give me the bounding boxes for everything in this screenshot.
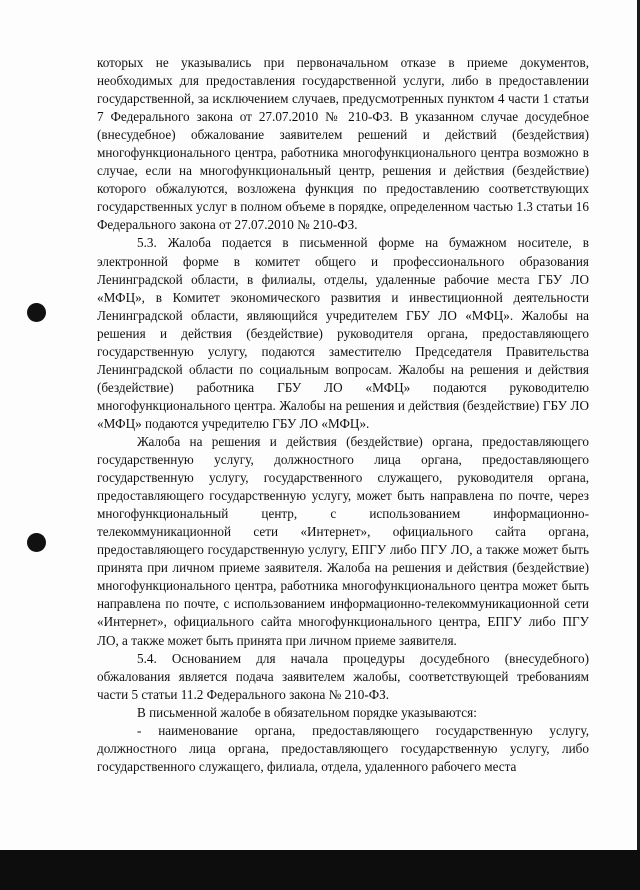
paragraph-written-complaint-intro: В письменной жалобе в обязательном порядке указываются: — [137, 704, 477, 720]
paragraph-continuation: которых не указывались при первоначальном отказе в приеме документов, необходимых для предоставления государственной услуги, либо в предоставлении государственной, за исключением случаев, предусмотренных пунктом 4 части 1 статьи 7 Федерального закона от 27.07.2010 № 210-ФЗ. В указанном случае досудебное (внесудебное) обжалование заявителем решений и действий (бездействия) многофункционального центра, работника многофункционального центра возможно в случае, если на многофункциональный центр, решения и действия (бездействие) которого обжалуются, возложена функция по предоставлению соответствующих государственных услуг в полном объеме в порядке, определенном частью 1.3 статьи 16 Федерального закона от 27.07.2010 № 210-ФЗ. — [97, 55, 589, 233]
paragraph-5-4: 5.4. Основанием для начала процедуры досудебного (внесудебного) обжалования является подача заявителем жалобы, соответствующей требованиям части 5 статьи 11.2 Федерального закона № 210-ФЗ. — [97, 650, 589, 702]
paragraph-complaint-channels: Жалоба на решения и действия (бездействие) органа, предоставляющего государственную услугу, должностного лица органа, предоставляющего государственную услугу, государственного служащего, руководителя органа, предоставляющего государственную услугу, может быть направлена по почте, через многофункциональный центр, с использованием информационно-телекоммуникационной сети «Интернет», официального сайта органа, предоставляющего государственную услугу, ЕПГУ либо ПГУ ЛО, а также может быть принята при личном приеме заявителя. Жалоба на решения и действия (бездействие) многофункционального центра, работника многофункционального центра может быть направлена по почте, с использованием информационно-телекоммуникационной сети «Интернет», официального сайта многофункционального центра, ЕПГУ либо ПГУ ЛО, а также может быть принята при личном приеме заявителя. — [97, 433, 589, 648]
list-item: - наименование органа, предоставляющего государственную услугу, должностного лица органа, предоставляющего государственную услугу, либо государственного служащего, филиала, отдела, удаленного рабочего места — [97, 722, 589, 774]
punch-hole — [27, 533, 46, 552]
punch-hole — [27, 303, 46, 322]
scan-bottom-band — [0, 850, 640, 890]
paragraph-5-3: 5.3. Жалоба подается в письменной форме на бумажном носителе, в электронной форме в комитет общего и профессионального образования Ленинградской области, в филиалы, отделы, удаленные рабочие места ГБУ ЛО «МФЦ», в Комитет экономического развития и инвестиционной деятельности Ленинградской области, являющийся учредителем ГБУ ЛО «МФЦ». Жалобы на решения и действия (бездействие) руководителя органа, предоставляющего государственную услугу, подаются заместителю Председателя Правительства Ленинградской области по социальным вопросам. Жалобы на решения и действия (бездействие) работника ГБУ ЛО «МФЦ» подаются руководителю многофункционального центра. Жалобы на решения и действия (бездействие) ГБУ ЛО «МФЦ» подаются учредителю ГБУ ЛО «МФЦ». — [97, 235, 589, 431]
document-body — [97, 54, 589, 776]
